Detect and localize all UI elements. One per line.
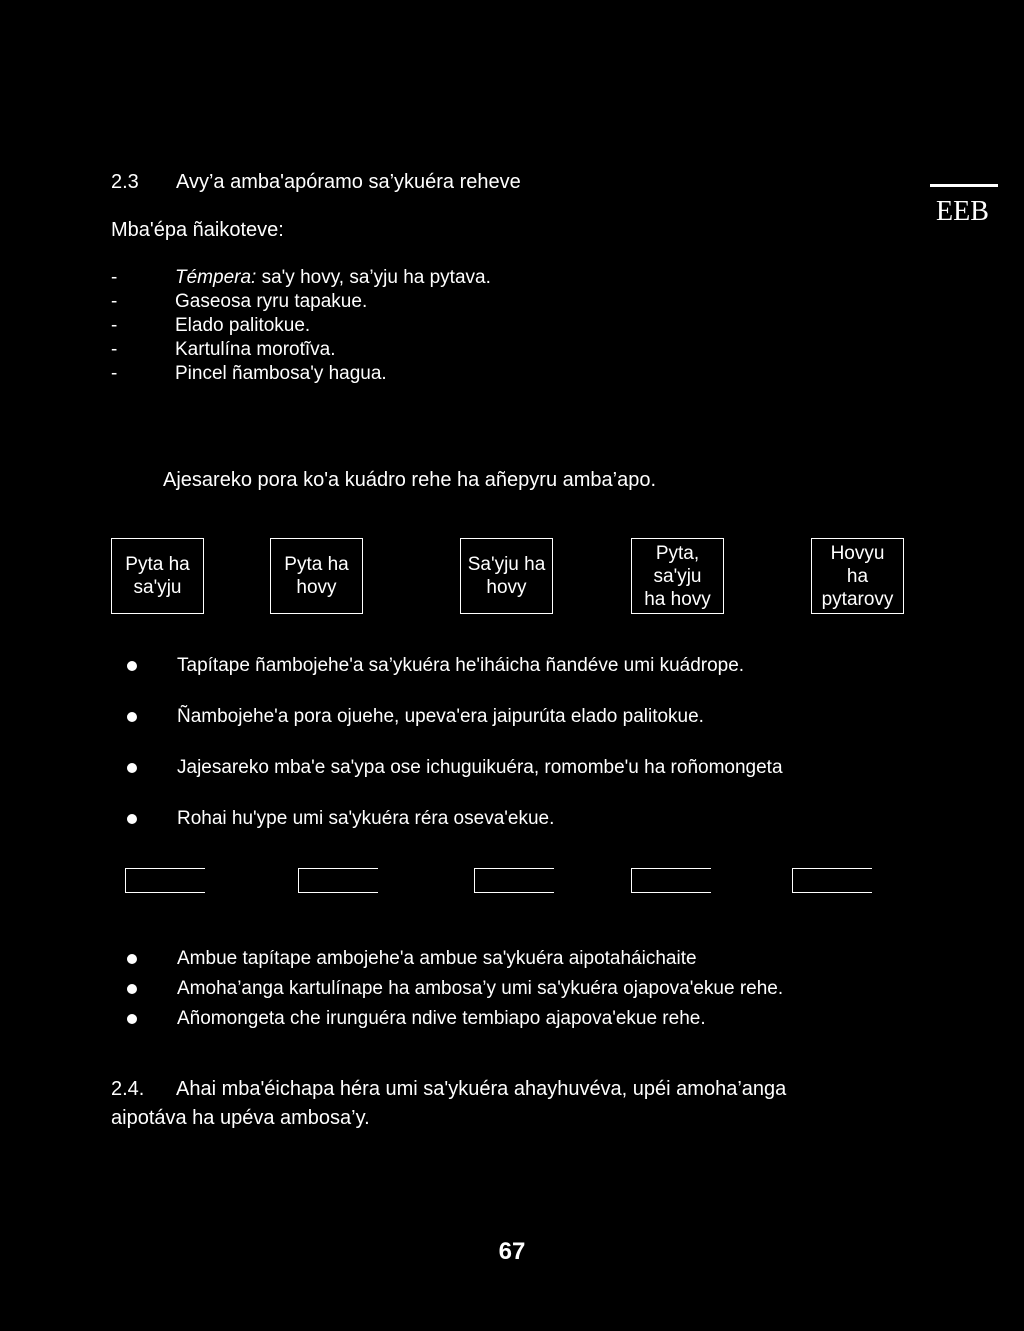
bullet-icon xyxy=(127,1014,137,1024)
section-2-4-number: 2.4. xyxy=(111,1078,145,1100)
color-box-2: Pyta ha hovy xyxy=(270,538,363,614)
list-dash: - xyxy=(111,339,118,360)
answer-blank-1[interactable] xyxy=(125,868,205,893)
instruction-text: Ajesareko pora ko'a kuádro rehe ha añepyru amba’apo. xyxy=(163,469,657,491)
material-label: Témpera: xyxy=(175,267,257,288)
badge-rule xyxy=(930,184,998,187)
answer-blank-3[interactable] xyxy=(474,868,554,893)
eeb-badge: EEB xyxy=(936,196,989,227)
bullet-icon xyxy=(127,984,137,994)
section-title: Avy’a amba'apóramo sa’ykuéra reheve xyxy=(176,171,521,193)
bullet-icon xyxy=(127,712,137,722)
answer-blank-2[interactable] xyxy=(298,868,378,893)
material-text: sa'y hovy, sa’yju ha pytava. xyxy=(256,267,491,288)
list-dash: - xyxy=(111,315,118,336)
color-box-4: Pyta, sa'yju ha hovy xyxy=(631,538,724,614)
section-2-4-line1: Ahai mba'éichapa héra umi sa'ykuéra ahayhuvéva, upéi amoha’anga xyxy=(176,1078,787,1100)
material-text: Elado palitokue. xyxy=(175,315,311,336)
bullet-icon xyxy=(127,763,137,773)
list-dash: - xyxy=(111,363,118,384)
page-number: 67 xyxy=(498,1238,526,1265)
bullet-icon xyxy=(127,661,137,671)
material-text: Pincel ñambosa'y hagua. xyxy=(175,363,387,384)
color-box-1: Pyta ha sa'yju xyxy=(111,538,204,614)
section-2-4-line2: aipotáva ha upéva ambosa’y. xyxy=(111,1107,370,1129)
list-dash: - xyxy=(111,267,118,288)
color-box-3: Sa'yju ha hovy xyxy=(460,538,553,614)
material-text: Gaseosa ryru tapakue. xyxy=(175,291,368,312)
material-text: Kartulína morotĩva. xyxy=(175,339,336,360)
section-number: 2.3 xyxy=(111,171,139,193)
answer-blank-5[interactable] xyxy=(792,868,872,893)
list-dash: - xyxy=(111,291,118,312)
materials-intro: Mba'épa ñaikoteve: xyxy=(111,219,284,241)
bullet-icon xyxy=(127,954,137,964)
bullet-icon xyxy=(127,814,137,824)
color-box-5: Hovyu ha pytarovy xyxy=(811,538,904,614)
answer-blank-4[interactable] xyxy=(631,868,711,893)
